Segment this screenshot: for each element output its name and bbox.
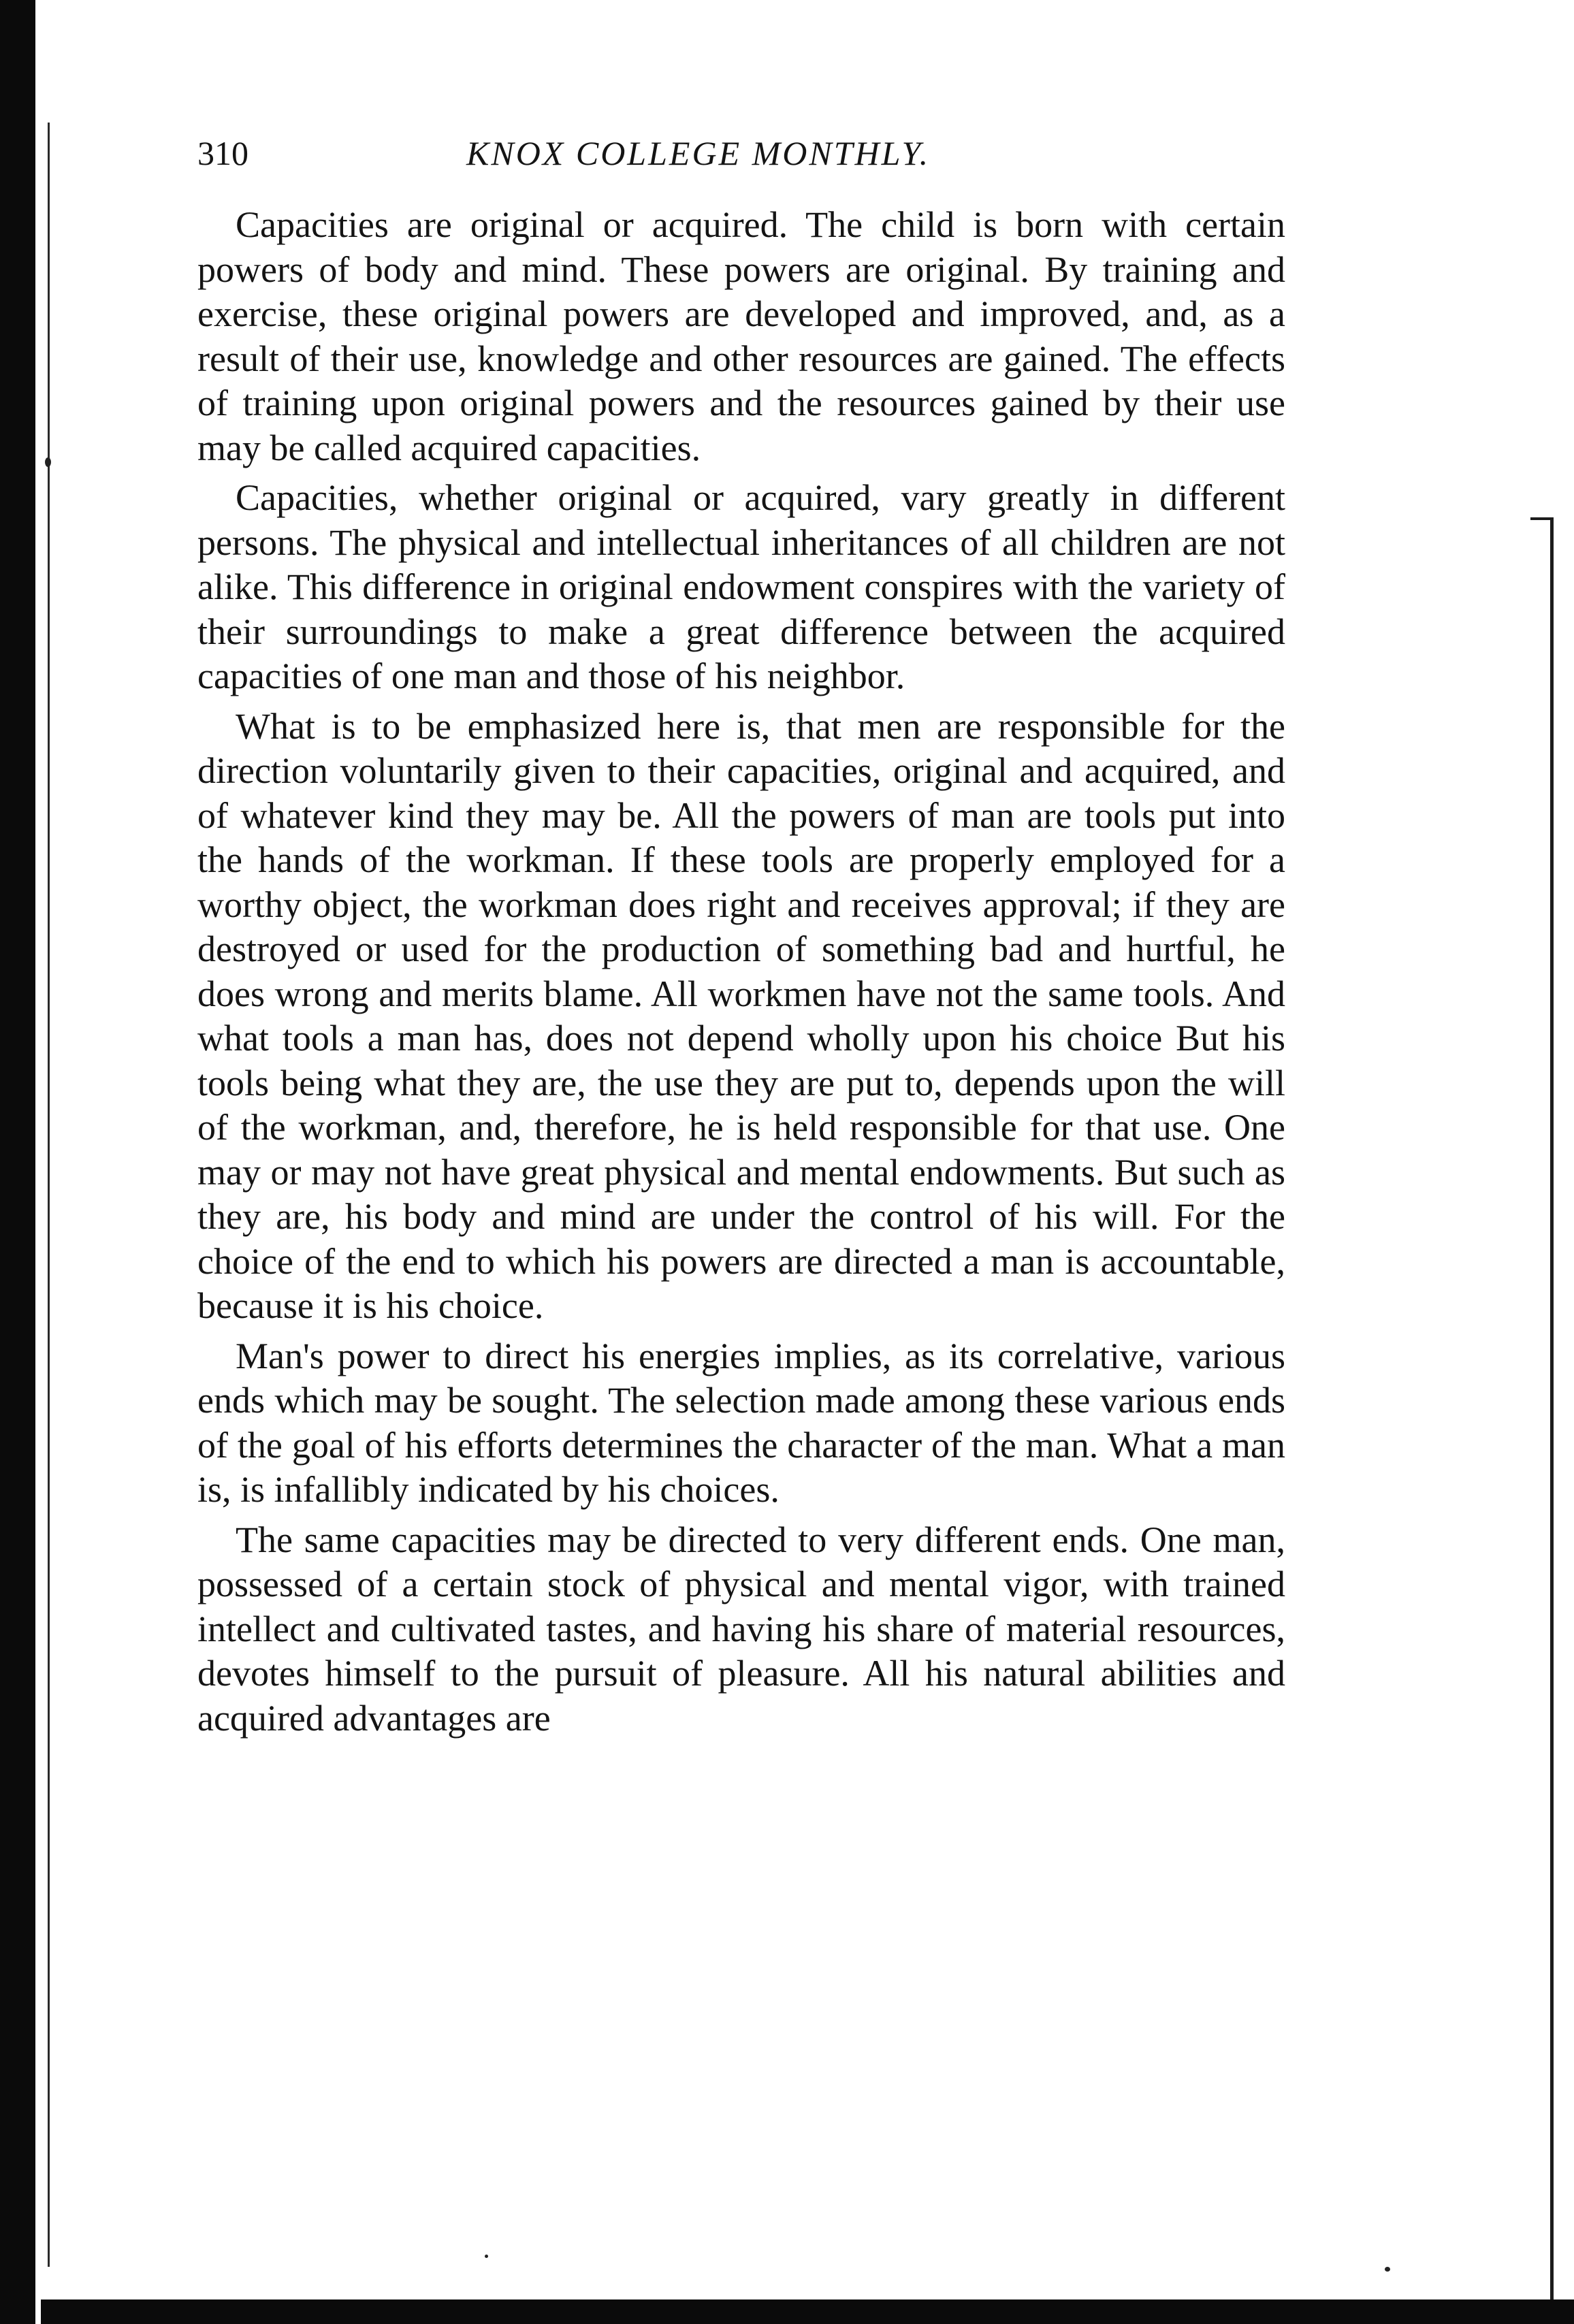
ink-speck — [485, 2255, 488, 2258]
right-margin-rule — [1550, 517, 1554, 2301]
ink-speck — [1385, 2267, 1390, 2272]
scan-edge-left — [0, 0, 35, 2324]
page-number: 310 — [197, 134, 248, 172]
article-body — [197, 203, 1285, 1741]
running-title: KNOX COLLEGE MONTHLY. — [466, 134, 931, 172]
right-margin-tick — [1530, 517, 1554, 520]
paragraph: What is to be emphasized here is, that men are responsible for the direction voluntarily given to their capacities, original and acquired, and of whatever kind they may be. All the powers of man are tools put into the hands of the workman. If these tools are properly employed for a worthy object, the workman does right and receives approval; if they are destroyed or used for the production of something bad and hurtful, he does wrong and merits blame. All workmen have not the same tools. And what tools a man has, does not depend wholly upon his choice But his tools being what they are, the use they are put to, depends upon the will of the workman, and, therefore, he is held responsible for that use. One may or may not have great physical and mental endowments. But such as they are, his body and mind are under the control of his will. For the choice of the end to which his powers are directed a man is accountable, because it is his choice. — [197, 705, 1285, 1326]
paragraph: Man's power to direct his energies implies, as its correlative, various ends which may be sought. The selection made among these various ends of the goal of his efforts determines the character of the man. What a man is, is infallibly indicated by his choices. — [197, 1335, 1285, 1510]
ink-speck — [45, 457, 51, 467]
paragraph: The same capacities may be directed to very different ends. One man, possessed of a certain stock of physical and mental vigor, with trained intellect and cultivated tastes, and having his share of material resources, devotes himself to the pursuit of pleasure. All his natural abilities and acquired advantages are — [197, 1519, 1285, 1739]
paragraph: Capacities, whether original or acquired, vary greatly in different persons. The physical and intellectual inheritances of all children are not alike. This difference in original endowment conspires with the variety of their surroundings to make a great difference between the acquired capacities of one man and those of his neighbor. — [197, 477, 1285, 696]
scan-edge-bottom — [41, 2299, 1574, 2324]
page-header — [197, 126, 1287, 180]
binding-line — [48, 123, 50, 2267]
paragraph: Capacities are original or acquired. The child is born with certain powers of body and mind. These powers are original. By training and exercise, these original powers are developed and improved, and, as a result of their use, knowledge and other resources are gained. The effects of training upon original powers and the resources gained by their use may be called acquired capacities. — [197, 204, 1285, 468]
